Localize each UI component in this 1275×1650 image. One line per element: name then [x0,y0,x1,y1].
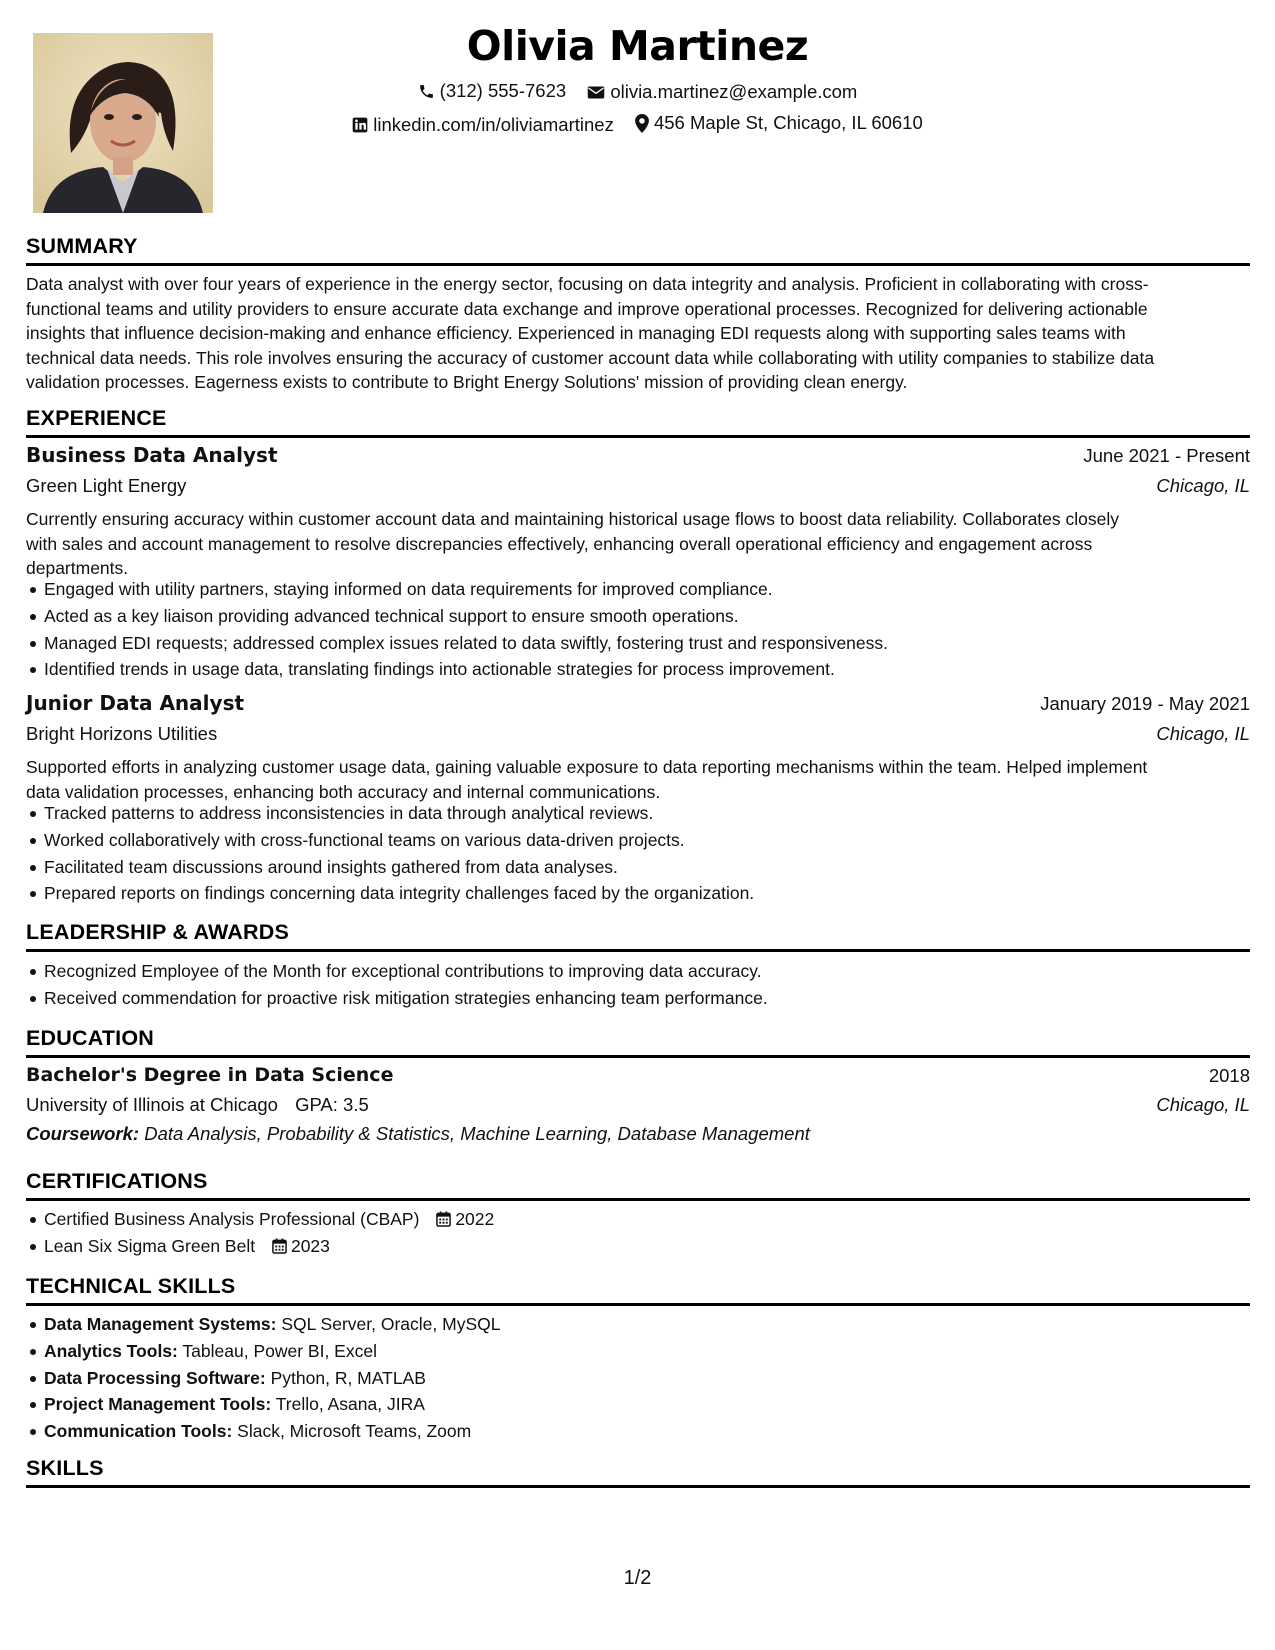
description-line: data validation processes, enhancing both accuracy and internal communications. [26,781,661,802]
summary-text [26,272,1254,395]
skills-divider [26,1485,1250,1488]
coursework [26,1123,810,1145]
list-item: Received commendation for proactive risk mitigation strategies enhancing team performance. [26,985,1250,1012]
email-text: olivia.martinez@example.com [610,81,858,102]
experience-divider [26,435,1250,438]
technical-skills-list [26,1311,1250,1445]
skill-value: Slack, Microsoft Teams, Zoom [237,1421,472,1442]
list-item: Prepared reports on findings concerning data integrity challenges faced by the organization. [26,880,1250,907]
school-location: Chicago, IL [1156,1094,1250,1115]
technical-skills-divider [26,1303,1250,1306]
envelope-icon [587,85,605,100]
phone-text: (312) 555-7623 [439,80,567,101]
list-item: Engaged with utility partners, staying informed on data requirements for improved compliance. [26,576,1250,603]
phone-contact[interactable] [418,80,567,102]
graduation-year: 2018 [1208,1065,1250,1086]
email-contact[interactable] [587,81,857,103]
summary-line: functional teams and utility providers to ensure accurate data exchange and improve operational processes. Recognized for delivering actionable [26,298,1148,319]
linkedin-text: linkedin.com/in/oliviamartinez [373,113,614,135]
list-item: Worked collaboratively with cross-functional teams on various data-driven projects. [26,827,1250,854]
job-title: Business Data Analyst [26,443,278,467]
skills-heading: SKILLS [26,1456,104,1480]
list-item [26,1391,1250,1418]
job-title: Junior Data Analyst [26,691,245,715]
skill-label: Communication Tools: [44,1421,233,1442]
education-divider [26,1055,1250,1058]
skill-value: SQL Server, Oracle, MySQL [281,1314,501,1334]
list-item: Acted as a key liaison providing advanced technical support to ensure smooth operations. [26,603,1250,630]
leadership-heading: LEADERSHIP & AWARDS [26,920,290,944]
candidate-name: Olivia Martinez [466,22,809,70]
address-contact [635,112,923,134]
description-line: departments. [26,558,129,578]
summary-line: Data analyst with over four years of experience in the energy sector, focusing on data integrity and analysis. Proficient in collaborating with cross- [26,274,1149,294]
address-text: 456 Maple St, Chicago, IL 60610 [653,112,923,133]
list-item [26,1338,1250,1365]
summary-line: technical data needs. This role involves ensuring the accuracy of customer account data while collaborating with utility companies to stabilize data [26,347,1155,368]
skill-value: Python, R, MATLAB [270,1367,426,1388]
school-line [26,1094,369,1116]
page-number: 1/2 [623,1567,652,1589]
skill-value: Trello, Asana, JIRA [275,1394,425,1415]
certification-name: Lean Six Sigma Green Belt [44,1235,256,1256]
job-dates: January 2019 - May 2021 [1040,693,1250,714]
skill-value: Tableau, Power BI, Excel [182,1340,377,1361]
list-item [26,1365,1250,1392]
certification-name: Certified Business Analysis Professional (CBAP) [44,1209,420,1229]
gpa: GPA: 3.5 [295,1094,369,1115]
certifications-list [26,1206,1250,1260]
linkedin-icon [352,117,368,133]
summary-divider [26,263,1250,266]
summary-line: insights that influence decision-making and enhance efficiency. Experienced in managing EDI requests along with supporting sales teams with [26,323,1126,343]
job-company: Green Light Energy [26,475,187,496]
job-bullets [26,800,1250,907]
job-description [26,755,1254,804]
coursework-list: Data Analysis, Probability & Statistics, Machine Learning, Database Management [144,1123,810,1144]
description-line: with sales and account management to resolve discrepancies effectively, enhancing overall operational efficiency and engagement across [26,533,1093,554]
certification-year: 2022 [455,1209,495,1229]
job-company: Bright Horizons Utilities [26,723,218,744]
list-item: Facilitated team discussions around insights gathered from data analyses. [26,854,1250,881]
coursework-label: Coursework: [26,1123,140,1144]
skill-label: Data Management Systems: [44,1314,277,1334]
list-item [26,1311,1250,1338]
skill-label: Data Processing Software: [44,1367,266,1388]
education-heading: EDUCATION [26,1026,155,1050]
degree-title: Bachelor's Degree in Data Science [26,1064,394,1086]
list-item [26,1233,1250,1260]
technical-skills-heading: TECHNICAL SKILLS [26,1274,236,1298]
certification-year: 2023 [290,1235,330,1256]
list-item [26,1206,1250,1233]
leadership-bullets [26,958,1250,1012]
list-item: Managed EDI requests; addressed complex issues related to data swiftly, fostering trust and responsiveness. [26,630,1250,657]
calendar-icon [436,1211,451,1227]
contact-row-1 [0,80,1275,105]
description-line: Currently ensuring accuracy within customer account data and maintaining historical usage flows to boost data reliability. Collaborates closely [26,509,1120,529]
list-item [26,1418,1250,1445]
description-line: Supported efforts in analyzing customer usage data, gaining valuable exposure to data reporting mechanisms within the team. Helped implement [26,757,1148,777]
leadership-divider [26,949,1250,952]
list-item: Tracked patterns to address inconsistencies in data through analytical reviews. [26,800,1250,827]
contact-row-2 [0,112,1275,138]
list-item: Recognized Employee of the Month for exceptional contributions to improving data accuracy. [26,958,1250,985]
calendar-icon [272,1238,287,1254]
summary-line: validation processes. Eagerness exists to contribute to Bright Energy Solutions' mission of providing clean energy. [26,372,908,392]
job-location: Chicago, IL [1156,723,1250,744]
skill-label: Analytics Tools: [44,1340,178,1361]
job-location: Chicago, IL [1156,475,1250,496]
experience-heading: EXPERIENCE [26,406,167,430]
job-bullets [26,576,1250,683]
job-dates: June 2021 - Present [1083,445,1250,466]
summary-heading: SUMMARY [26,234,138,258]
skill-label: Project Management Tools: [44,1394,272,1415]
certifications-divider [26,1198,1250,1201]
school-name: University of Illinois at Chicago [26,1094,278,1115]
linkedin-contact[interactable] [352,114,614,136]
certifications-heading: CERTIFICATIONS [26,1169,208,1193]
phone-icon [418,83,435,100]
list-item: Identified trends in usage data, translating findings into actionable strategies for process improvement. [26,656,1250,683]
map-pin-icon [635,114,649,133]
job-description [26,507,1254,581]
